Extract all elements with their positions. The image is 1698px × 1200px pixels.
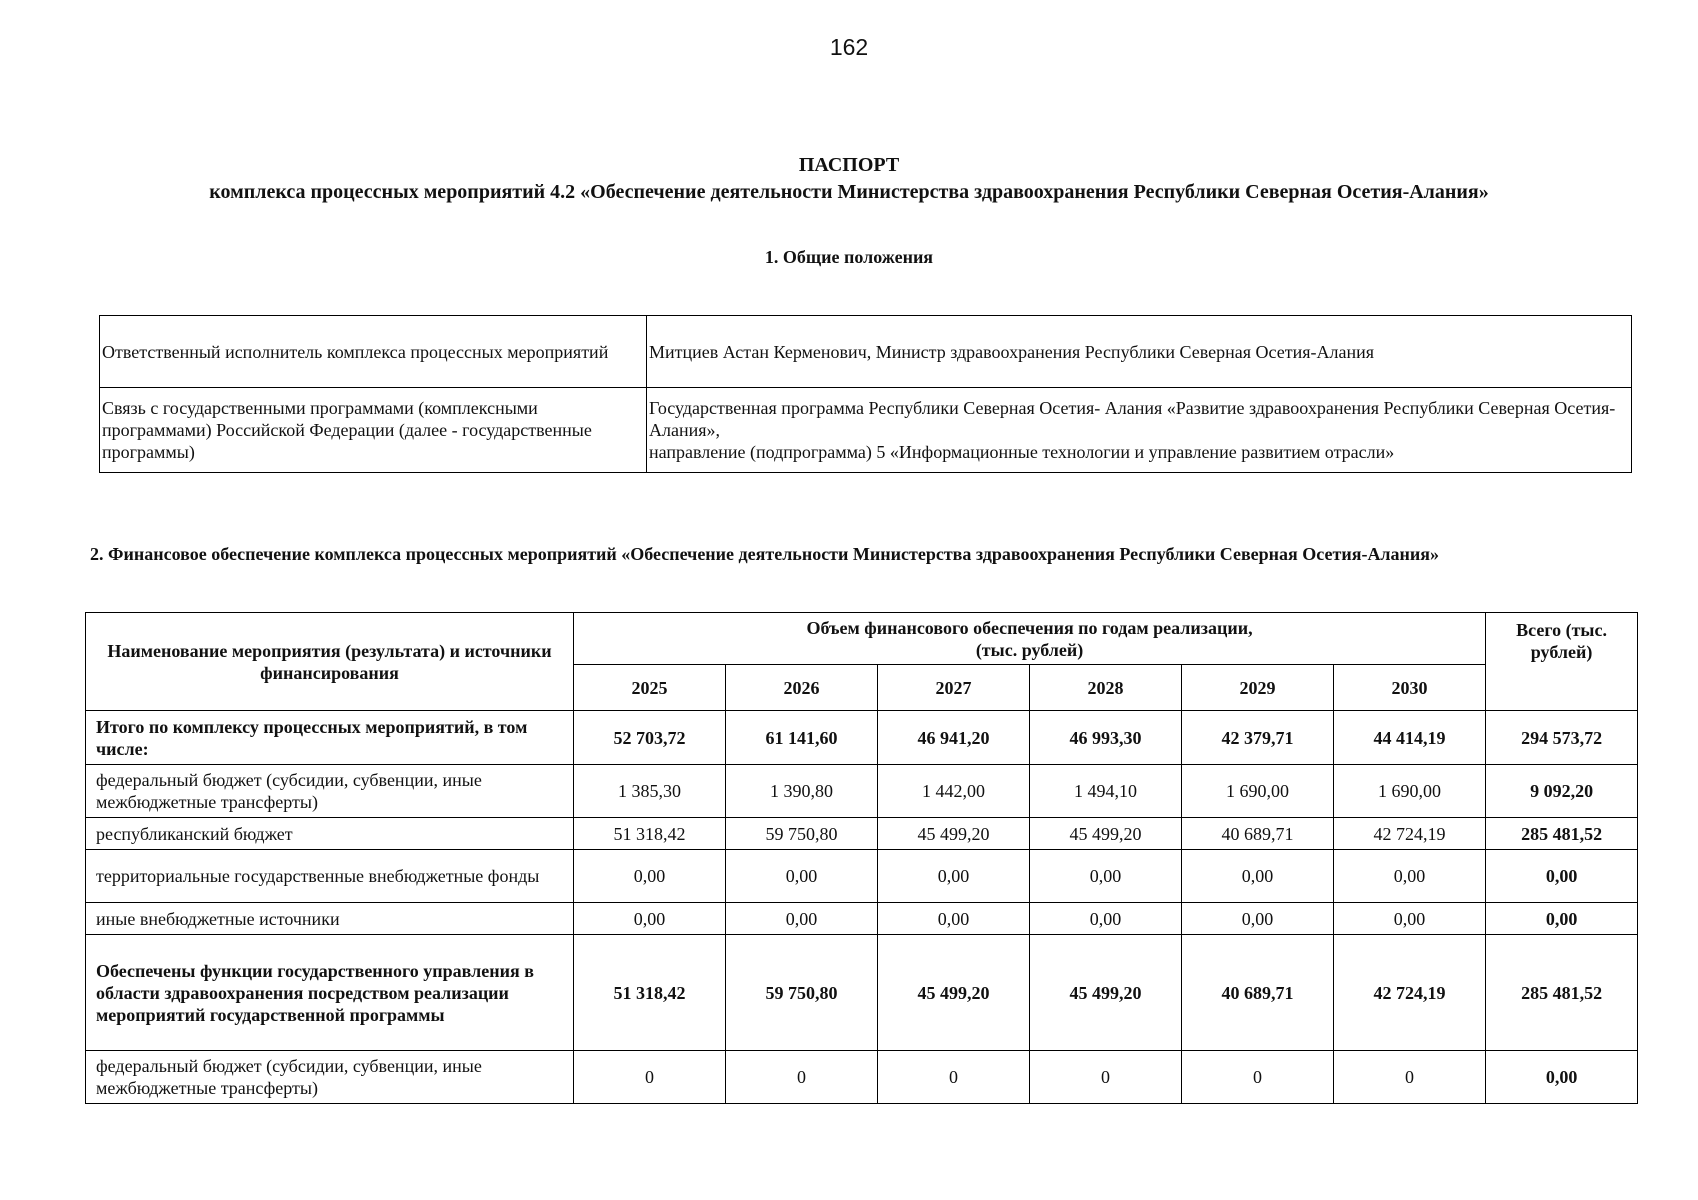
document-title	[0, 152, 1698, 206]
table-row	[86, 818, 1638, 850]
section-2-heading: 2. Финансовое обеспечение комплекса процессных мероприятий «Обеспечение деятельности Министерства здравоохранения Республики Северная Осетия-Алания»	[90, 544, 1440, 564]
total-column-header: Всего (тыс. рублей)	[1486, 613, 1638, 711]
cell-value: 0,00	[1334, 850, 1486, 903]
cell-value: 0,00	[574, 850, 726, 903]
cell-value: 40 689,71	[1182, 818, 1334, 850]
value-line: Государственная программа Республики Северная Осетия- Алания «Развитие здравоохранения Республики Северная Осетия-Алания»,	[649, 398, 1616, 440]
responsible-executor-value	[647, 316, 1632, 388]
cell-value: 0,00	[1334, 903, 1486, 935]
cell-value: 1 690,00	[1182, 765, 1334, 818]
volume-header-line-1: Объем финансового обеспечения по годам реализации,	[806, 617, 1253, 638]
title-line-1: ПАСПОРТ	[798, 154, 900, 176]
cell-total: 294 573,72	[1486, 711, 1638, 765]
cell-total: 0,00	[1486, 1051, 1638, 1104]
cell-value: 0,00	[726, 903, 878, 935]
cell-value: 42 379,71	[1182, 711, 1334, 765]
volume-header-line-2: (тыс. рублей)	[975, 639, 1084, 660]
general-provisions-table	[99, 315, 1632, 473]
page-number: 162	[829, 34, 869, 60]
year-header: 2028	[1030, 665, 1182, 711]
cell-value: 46 941,20	[878, 711, 1030, 765]
cell-value: 0	[574, 1051, 726, 1104]
table-row	[86, 711, 1638, 765]
table-row	[100, 388, 1632, 473]
year-header: 2029	[1182, 665, 1334, 711]
table-row	[100, 316, 1632, 388]
cell-value: 0,00	[878, 850, 1030, 903]
cell-total: 9 092,20	[1486, 765, 1638, 818]
volume-header	[574, 613, 1486, 665]
cell-value: 0	[726, 1051, 878, 1104]
cell-value: 59 750,80	[726, 818, 878, 850]
section-1-heading: 1. Общие положения	[764, 247, 934, 267]
cell-value: 1 494,10	[1030, 765, 1182, 818]
cell-value: 42 724,19	[1334, 818, 1486, 850]
cell-value: 0,00	[878, 903, 1030, 935]
cell-value: 0	[1030, 1051, 1182, 1104]
cell-value: 51 318,42	[574, 818, 726, 850]
cell-value: 46 993,30	[1030, 711, 1182, 765]
cell-value: 0,00	[1182, 903, 1334, 935]
financing-table	[85, 612, 1638, 1104]
cell-value: 0,00	[726, 850, 878, 903]
year-header: 2026	[726, 665, 878, 711]
cell-value: 0,00	[1182, 850, 1334, 903]
year-header: 2030	[1334, 665, 1486, 711]
program-link-label: Связь с государственными программами (комплексными программами) Российской Федерации (далее - государственные программы)	[100, 388, 647, 473]
cell-value: 0,00	[1030, 850, 1182, 903]
title-line-2: комплекса процессных мероприятий 4.2 «Обеспечение деятельности Министерства здравоохранения Республики Северная Осетия-Алания»	[209, 181, 1489, 203]
cell-value: 0,00	[1030, 903, 1182, 935]
cell-value: 59 750,80	[726, 935, 878, 1051]
row-name: федеральный бюджет (субсидии, субвенции, иные межбюджетные трансферты)	[86, 765, 574, 818]
year-header: 2027	[878, 665, 1030, 711]
table-row	[86, 850, 1638, 903]
value-line: Митциев Астан Керменович, Министр здравоохранения Республики Северная Осетия-Алания	[649, 341, 1375, 362]
cell-value: 51 318,42	[574, 935, 726, 1051]
cell-value: 40 689,71	[1182, 935, 1334, 1051]
cell-value: 45 499,20	[1030, 818, 1182, 850]
cell-value: 45 499,20	[1030, 935, 1182, 1051]
row-name: республиканский бюджет	[86, 818, 574, 850]
table-row	[86, 935, 1638, 1051]
cell-value: 42 724,19	[1334, 935, 1486, 1051]
table-row	[86, 1051, 1638, 1104]
row-name: федеральный бюджет (субсидии, субвенции, иные межбюджетные трансферты)	[86, 1051, 574, 1104]
program-link-value	[647, 388, 1632, 473]
cell-value: 45 499,20	[878, 818, 1030, 850]
cell-value: 0	[1334, 1051, 1486, 1104]
row-name: территориальные государственные внебюджетные фонды	[86, 850, 574, 903]
row-name: Обеспечены функции государственного управления в области здравоохранения посредством реализации мероприятий государственной программы	[86, 935, 574, 1051]
cell-value: 1 442,00	[878, 765, 1030, 818]
cell-value: 1 385,30	[574, 765, 726, 818]
cell-value: 0,00	[574, 903, 726, 935]
cell-value: 52 703,72	[574, 711, 726, 765]
name-column-header: Наименование мероприятия (результата) и источники финансирования	[86, 613, 574, 711]
cell-value: 1 690,00	[1334, 765, 1486, 818]
table-row	[86, 765, 1638, 818]
value-line: направление (подпрограмма) 5 «Информационные технологии и управление развитием отрасли»	[649, 442, 1395, 462]
table-header-row	[86, 613, 1638, 665]
row-name: иные внебюджетные источники	[86, 903, 574, 935]
table-row	[86, 903, 1638, 935]
cell-value: 1 390,80	[726, 765, 878, 818]
cell-value: 44 414,19	[1334, 711, 1486, 765]
year-header: 2025	[574, 665, 726, 711]
cell-value: 0	[1182, 1051, 1334, 1104]
row-name: Итого по комплексу процессных мероприятий, в том числе:	[86, 711, 574, 765]
cell-total: 285 481,52	[1486, 818, 1638, 850]
cell-value: 0	[878, 1051, 1030, 1104]
cell-total: 0,00	[1486, 903, 1638, 935]
responsible-executor-label: Ответственный исполнитель комплекса процессных мероприятий	[100, 316, 647, 388]
cell-value: 45 499,20	[878, 935, 1030, 1051]
cell-total: 285 481,52	[1486, 935, 1638, 1051]
cell-total: 0,00	[1486, 850, 1638, 903]
cell-value: 61 141,60	[726, 711, 878, 765]
